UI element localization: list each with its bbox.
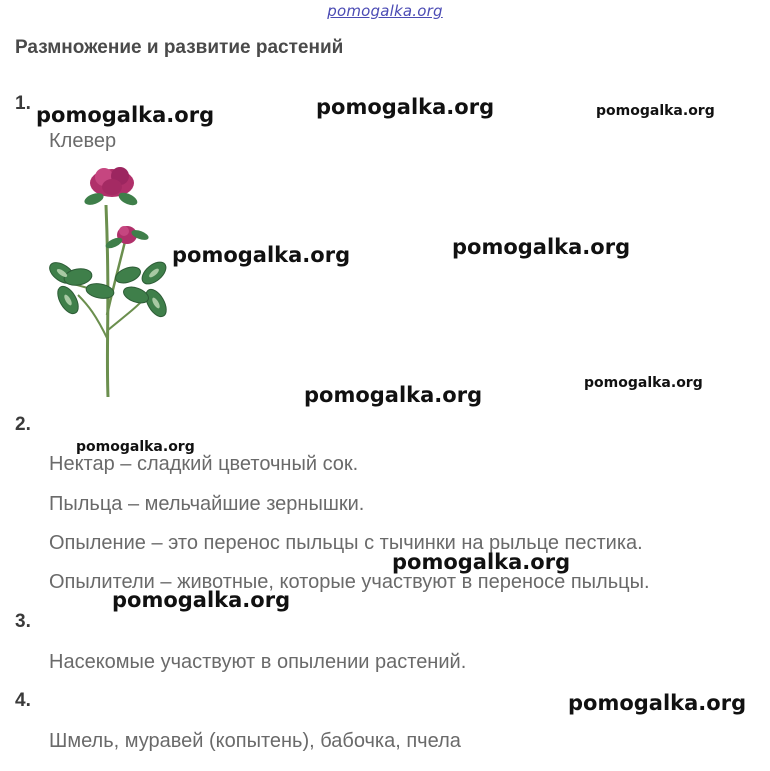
task-2-line-1: Нектар – сладкий цветочный сок. — [49, 453, 359, 475]
watermark: pomogalka.org — [596, 103, 715, 119]
task-1-answer: Клевер — [49, 130, 117, 152]
watermark: pomogalka.org — [76, 439, 195, 455]
site-header-link[interactable]: pomogalka.org — [327, 2, 443, 20]
watermark: pomogalka.org — [452, 235, 631, 259]
task-2-line-3: Опыление – это перенос пыльцы с тычинки на рыльце пестика. — [49, 532, 643, 554]
task-4-answer: Шмель, муравей (копытень), бабочка, пчела — [49, 730, 461, 752]
task-2-line-2: Пыльца – мельчайшие зернышки. — [49, 493, 365, 515]
page-title: Размножение и развитие растений — [15, 37, 344, 58]
watermark: pomogalka.org — [316, 95, 495, 119]
watermark: pomogalka.org — [392, 550, 571, 574]
clover-plant-icon — [48, 165, 178, 400]
task-2-number: 2. — [15, 414, 31, 435]
watermark: pomogalka.org — [172, 243, 351, 267]
watermark: pomogalka.org — [36, 103, 215, 127]
watermark: pomogalka.org — [112, 588, 291, 612]
task-2-line-4: Опылители – животные, которые участвуют в переносе пыльцы. — [49, 571, 650, 593]
task-3-answer: Насекомые участвуют в опылении растений. — [49, 651, 467, 673]
watermark: pomogalka.org — [584, 375, 703, 391]
task-4-number: 4. — [15, 690, 31, 711]
watermark: pomogalka.org — [304, 383, 483, 407]
task-3-number: 3. — [15, 611, 31, 632]
watermark: pomogalka.org — [568, 691, 747, 715]
task-1-number: 1. — [15, 93, 31, 114]
